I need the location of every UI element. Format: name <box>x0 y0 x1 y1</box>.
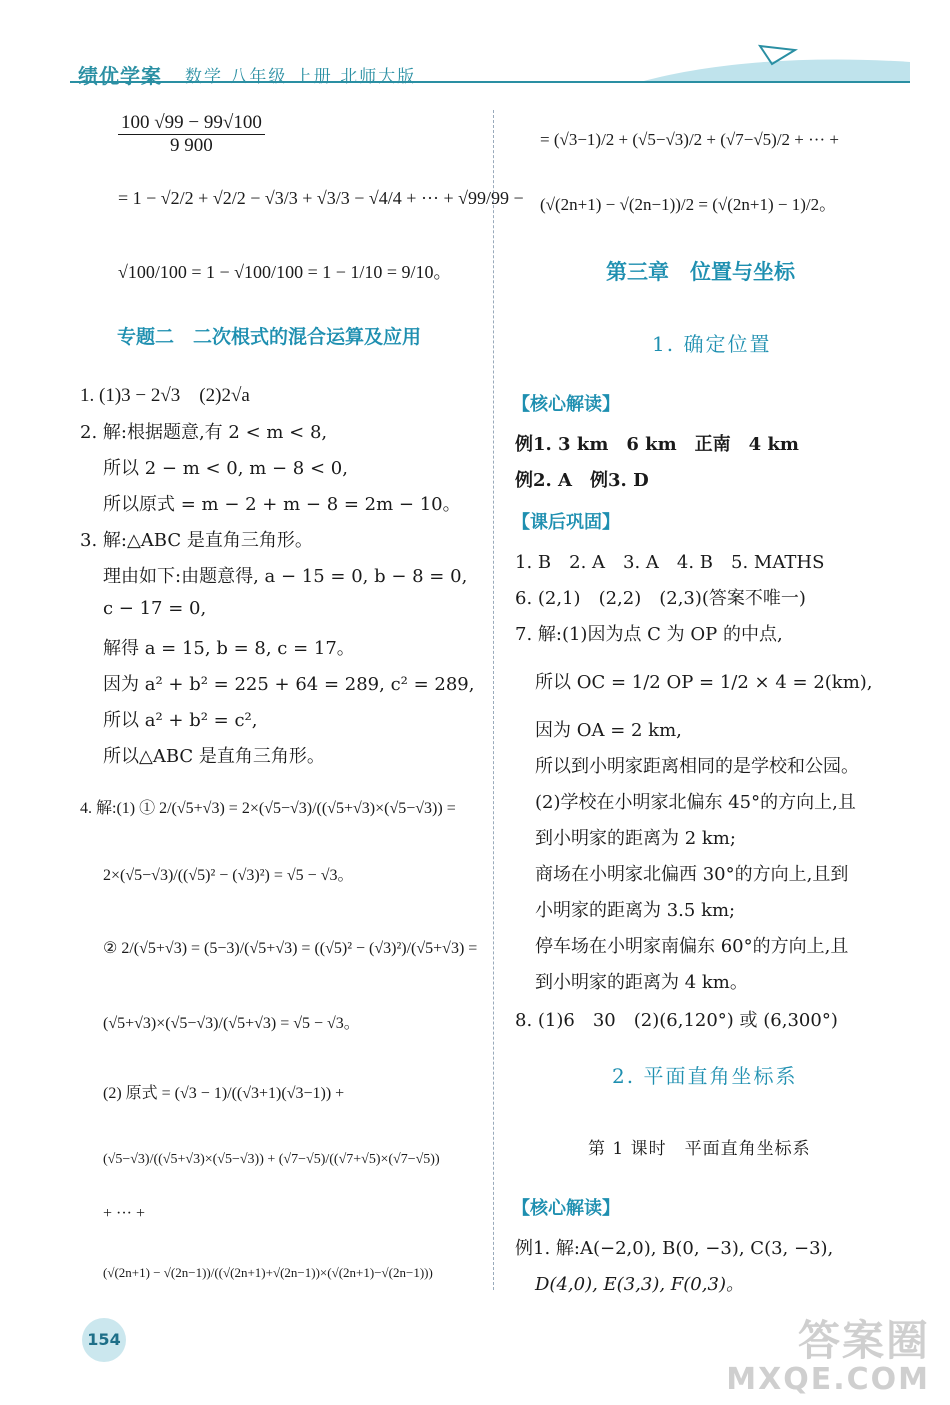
answer-4-line-7: + ··· + <box>103 1205 146 1222</box>
fraction-line-1 <box>115 112 268 157</box>
fraction-numerator: 100 √99 − 99√100 <box>118 112 265 135</box>
answer-4-line-1: 4. 解:(1) ① 2/(√5+√3) = 2×(√5−√3)/((√5+√3)×(√5−√3)) = <box>80 800 456 817</box>
practice-answer-7-line-10: 到小明家的距离为 4 km。 <box>535 972 748 993</box>
answer-4-line-5: (2) 原式 = (√3 − 1)/((√3+1)(√3−1)) + <box>103 1085 345 1102</box>
answer-3-line-5: 因为 a² + b² = 225 + 64 = 289, c² = 289, <box>103 674 475 695</box>
answer-2-line-1: 2. 解:根据题意,有 2 < m < 8, <box>80 422 328 443</box>
answer-4-line-4: (√5+√3)×(√5−√3)/(√5+√3) = √5 − √3。 <box>103 1015 360 1032</box>
watermark-text-2: MXQE.COM <box>726 1361 930 1397</box>
example-1: 例1. 3 km 6 km 正南 4 km <box>515 434 799 455</box>
lesson-title-1: 1. 确定位置 <box>652 332 772 356</box>
watermark-text-1: 答案圈 <box>797 1316 930 1366</box>
practice-answer-7-line-2: 所以 OC = 1/2 OP = 1/2 × 4 = 2(km), <box>535 672 873 693</box>
answer-3-line-3: c − 17 = 0, <box>103 598 207 619</box>
sum-line-1: = (√3−1)/2 + (√5−√3)/2 + (√7−√5)/2 + ··· + <box>540 130 839 149</box>
answer-2-line-3: 所以原式 = m − 2 + m − 8 = 2m − 10。 <box>103 494 461 515</box>
chapter-title: 第三章 位置与坐标 <box>606 260 795 284</box>
answer-4-line-6: (√5−√3)/((√5+√3)×(√5−√3)) + (√7−√5)/((√7+√5)×(√7−√5)) <box>103 1152 440 1167</box>
section-tag-core-2: 【核心解读】 <box>512 1198 620 1219</box>
section-tag-core: 【核心解读】 <box>512 394 620 415</box>
sum-line-2: (√(2n+1) − √(2n−1))/2 = (√(2n+1) − 1)/2。 <box>540 195 837 214</box>
practice-answer-7-line-3: 因为 OA = 2 km, <box>535 720 682 741</box>
practice-answer-7-line-5: (2)学校在小明家北偏东 45°的方向上,且 <box>535 792 856 813</box>
answer-3-line-1: 3. 解:△ABC 是直角三角形。 <box>80 530 313 551</box>
lesson-subtitle: 第 1 课时 平面直角坐标系 <box>588 1139 811 1159</box>
fraction-denominator: 9 900 <box>170 134 213 156</box>
answer-4-line-3: ② 2/(√5+√3) = (5−3)/(√5+√3) = ((√5)² − (√3)²)/(√5+√3) = <box>103 940 478 957</box>
answer-3-line-4: 解得 a = 15, b = 8, c = 17。 <box>103 638 355 659</box>
watermark <box>726 1316 930 1397</box>
practice-answer-8: 8. (1)6 30 (2)(6,120°) 或 (6,300°) <box>515 1010 838 1031</box>
practice-answer-7-line-7: 商场在小明家北偏西 30°的方向上,且到 <box>535 864 849 885</box>
example-2-3: 例2. A 例3. D <box>515 470 649 491</box>
section-tag-practice: 【课后巩固】 <box>512 512 620 533</box>
example-coordinates-2: D(4,0), E(3,3), F(0,3)。 <box>535 1274 744 1295</box>
lesson-title-2: 2. 平面直角坐标系 <box>612 1064 798 1088</box>
answer-3-line-7: 所以△ABC 是直角三角形。 <box>103 746 325 767</box>
practice-answers-1-5: 1. B 2. A 3. A 4. B 5. MATHS <box>515 552 825 573</box>
topic-heading: 专题二 二次根式的混合运算及应用 <box>117 326 422 348</box>
practice-answer-7-line-8: 小明家的距离为 3.5 km; <box>535 900 736 921</box>
practice-answer-6: 6. (2,1) (2,2) (2,3)(答案不唯一) <box>515 588 806 609</box>
page-header <box>0 0 950 100</box>
result-line: √100/100 = 1 − √100/100 = 1 − 1/10 = 9/10。 <box>118 262 452 282</box>
practice-answer-7-line-6: 到小明家的距离为 2 km; <box>535 828 736 849</box>
answer-3-line-6: 所以 a² + b² = c², <box>103 710 258 731</box>
answer-3-line-2: 理由如下:由题意得, a − 15 = 0, b − 8 = 0, <box>103 566 468 587</box>
answer-1: 1. (1)3 − 2√3 (2)2√a <box>80 385 250 406</box>
practice-answer-7-line-1: 7. 解:(1)因为点 C 为 OP 的中点, <box>515 624 783 645</box>
example-coordinates-1: 例1. 解:A(−2,0), B(0, −3), C(3, −3), <box>515 1238 834 1259</box>
book-subtitle: 数学 八年级 上册 北师大版 <box>185 67 417 87</box>
page-number: 154 <box>82 1318 126 1362</box>
answer-4-line-8: (√(2n+1) − √(2n−1))/((√(2n+1)+√(2n−1))×(√(2n+1)−√(2n−1))) <box>103 1265 433 1280</box>
expansion-line: = 1 − √2/2 + √2/2 − √3/3 + √3/3 − √4/4 + ··· + √99/99 − <box>118 188 524 208</box>
answer-2-line-2: 所以 2 − m < 0, m − 8 < 0, <box>103 458 348 479</box>
column-divider <box>493 110 494 1290</box>
brand-logo: 绩优学案 <box>78 64 162 88</box>
practice-answer-7-line-9: 停车场在小明家南偏东 60°的方向上,且 <box>535 936 849 957</box>
answer-4-line-2: 2×(√5−√3)/((√5)² − (√3)²) = √5 − √3。 <box>103 867 354 884</box>
practice-answer-7-line-4: 所以到小明家距离相同的是学校和公园。 <box>535 756 859 777</box>
